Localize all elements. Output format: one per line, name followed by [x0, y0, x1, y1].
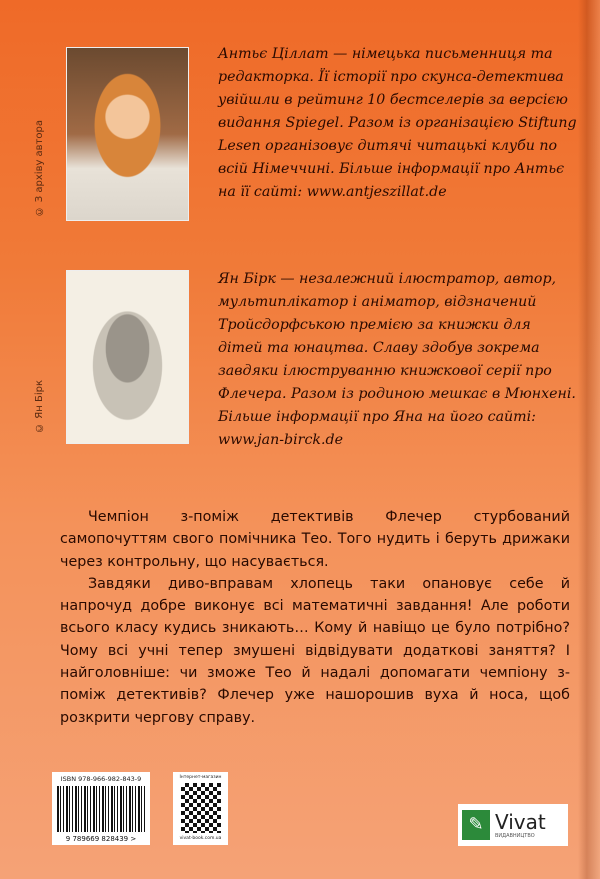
publisher-logo: [458, 804, 568, 846]
blurb-paragraph: Чемпіон з-поміж детективів Флечер стурбований самопочуттям свого помічника Тео. Того нудить і беруть дрижаки через контрольну, що насувається.: [60, 509, 570, 570]
barcode-bars: [57, 786, 145, 832]
qr-caption-top: Інтернет-магазин: [179, 775, 222, 780]
illustrator-bio: Ян Бірк — незалежний ілюстратор, автор, мультиплікатор і аніматор, відзначений Тройсдорфською премією за книжки для дітей та юнацтва. Славу здобув зокрема завдяки ілюструванню книжкової серії про Флечера. Разом із родиною мешкає в Мюнхені. Більше інформації про Яна на його сайті: www.jan-birck.de: [218, 271, 576, 448]
blurb: [60, 506, 570, 729]
author-photo-credit: © З архіву автора: [34, 120, 45, 217]
blurb-paragraph: Завдяки диво-вправам хлопець таки опановує себе й напрочуд добре виконує всі математичні завдання! Але роботи всього класу кудись зникають… Кому й навіщо це було потрібно? Чому всі учні тепер змушені відвідувати додаткові заняття? І найголовніше: чи зможе Тео й надалі допомагати чемпіону з-поміж детективів? Флечер уже нашорошив вуха й носа, щоб розкрити чергову справу.: [60, 575, 570, 726]
qr-code: [181, 783, 221, 833]
publisher-name: Vivat: [495, 810, 546, 834]
qr-caption-url: vivat-book.com.ua: [179, 836, 222, 841]
qr-code-block: [173, 772, 228, 845]
illustrator-photo-credit: © Ян Бірк: [34, 380, 45, 433]
spine-edge: [578, 0, 600, 879]
isbn-barcode: [52, 772, 150, 845]
leaf-icon: ✎: [462, 810, 490, 840]
publisher-subtitle: ВИДАВНИЦТВО: [495, 833, 535, 839]
isbn-text: ISBN 978-966-982-843-9: [60, 775, 142, 783]
author-bio: Антьє Ціллат — німецька письменниця та редакторка. Її історії про скунса-детектива увійшли в рейтинг 10 бестселерів за версією видання Spiegel. Разом із організацією Stiftung Lesen організовує дитячі читацькі клуби по всій Німеччині. Більше інформації про Антьє на її сайті: www.antjeszillat.de: [218, 46, 577, 200]
author-photo: [66, 47, 189, 221]
barcode-number: 9 789669 828439 >: [65, 835, 137, 843]
illustrator-portrait: [66, 270, 189, 444]
